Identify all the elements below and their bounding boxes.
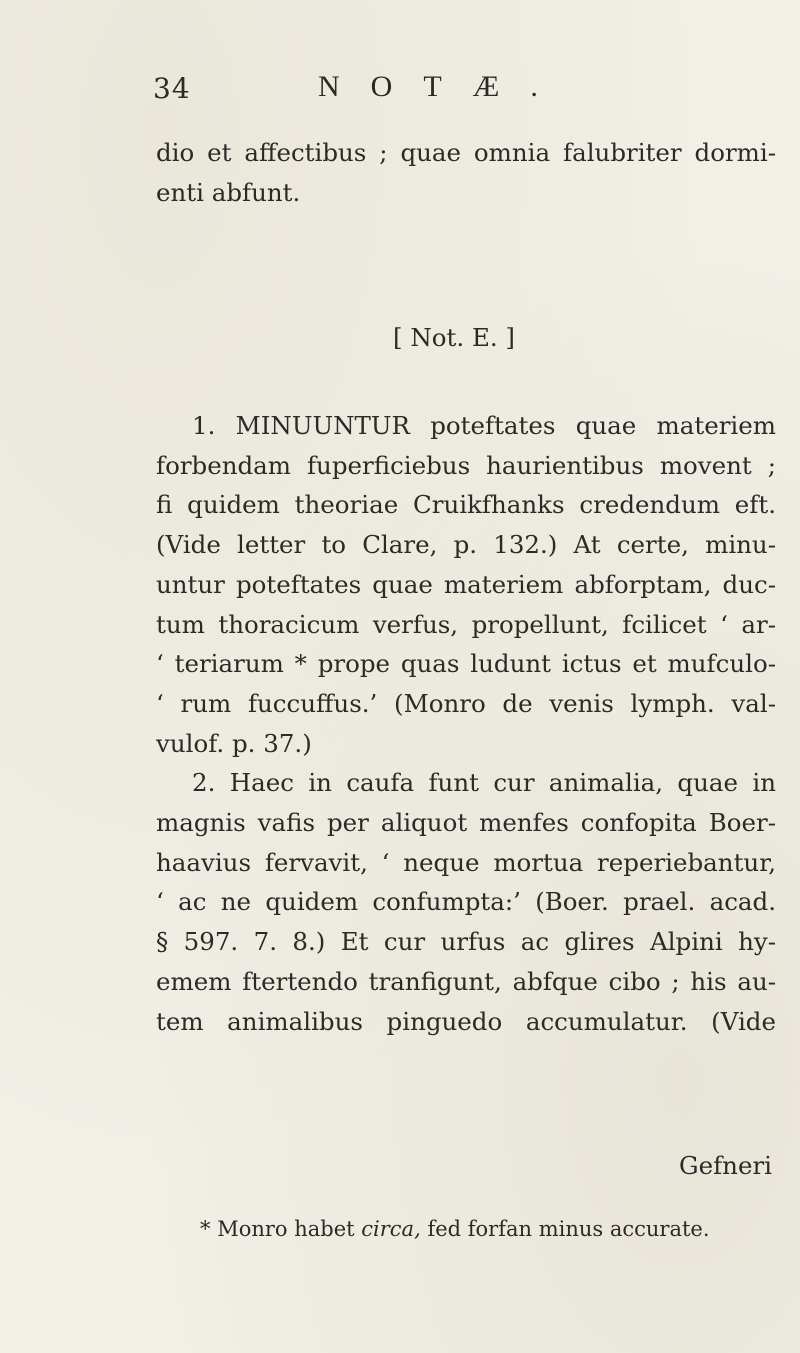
paragraph-2 <box>156 763 776 1041</box>
footnote-text-end: fed forfan minus accurate. <box>427 1217 710 1241</box>
text-line: tem animalibus pinguedo accumulatur. (Vide <box>156 1006 776 1036</box>
text-line <box>156 763 776 803</box>
text-line: § 597. 7. 8.) Et cur urfus ac glires Alpini hy- <box>156 927 776 957</box>
text-line: forbendam fuperficiebus haurientibus movent ; <box>156 450 776 480</box>
main-text <box>156 406 776 1041</box>
text-line: magnis vafis per aliquot menfes confopita Boer- <box>156 808 776 838</box>
text-line: tum thoracicum verfus, propellunt, fcilicet ‘ ar- <box>156 609 776 639</box>
section-label: [ Not. E. ] <box>393 323 515 352</box>
text-line <box>156 406 776 446</box>
footnote <box>200 1217 710 1241</box>
text-line: ‘ teriarum * prope quas ludunt ictus et mufculo- <box>156 649 776 679</box>
page-header <box>0 66 800 116</box>
footnote-italic: circa, <box>361 1217 421 1241</box>
text-line-content: 1. MINUUNTUR poteftates quae materiem <box>192 411 776 440</box>
text-line: ‘ rum fuccuffus.’ (Monro de venis lymph. val- <box>156 688 776 718</box>
page-number: 34 <box>153 72 191 105</box>
running-head: NOTÆ. <box>318 70 569 103</box>
text-line-content: 2. Haec in caufa funt cur animalia, quae in <box>192 768 776 798</box>
text-line: untur poteftates quae materiem abforptam, duc- <box>156 569 776 599</box>
footnote-text: Monro habet <box>217 1217 355 1241</box>
text-line: emem ftertendo tranfigunt, abfque cibo ; his au- <box>156 966 776 996</box>
opening-text <box>156 133 776 212</box>
text-line: enti abfunt. <box>156 177 301 207</box>
text-line: (Vide letter to Clare, p. 132.) At certe, minu- <box>156 530 776 560</box>
text-line: dio et affectibus ; quae omnia falubriter dormi- <box>156 138 776 167</box>
text-line: ‘ ac ne quidem confumpta:’ (Boer. prael. acad. <box>156 887 776 917</box>
footnote-marker: * <box>200 1217 211 1241</box>
text-line: vulof. p. 37.) <box>156 728 312 758</box>
text-line: haavius fervavit, ‘ neque mortua reperiebantur, <box>156 847 776 877</box>
catchword: Gefneri <box>679 1151 772 1180</box>
paragraph-1 <box>156 406 776 763</box>
text-line: fi quidem theoriae Cruikfhanks credendum eft. <box>156 490 776 520</box>
